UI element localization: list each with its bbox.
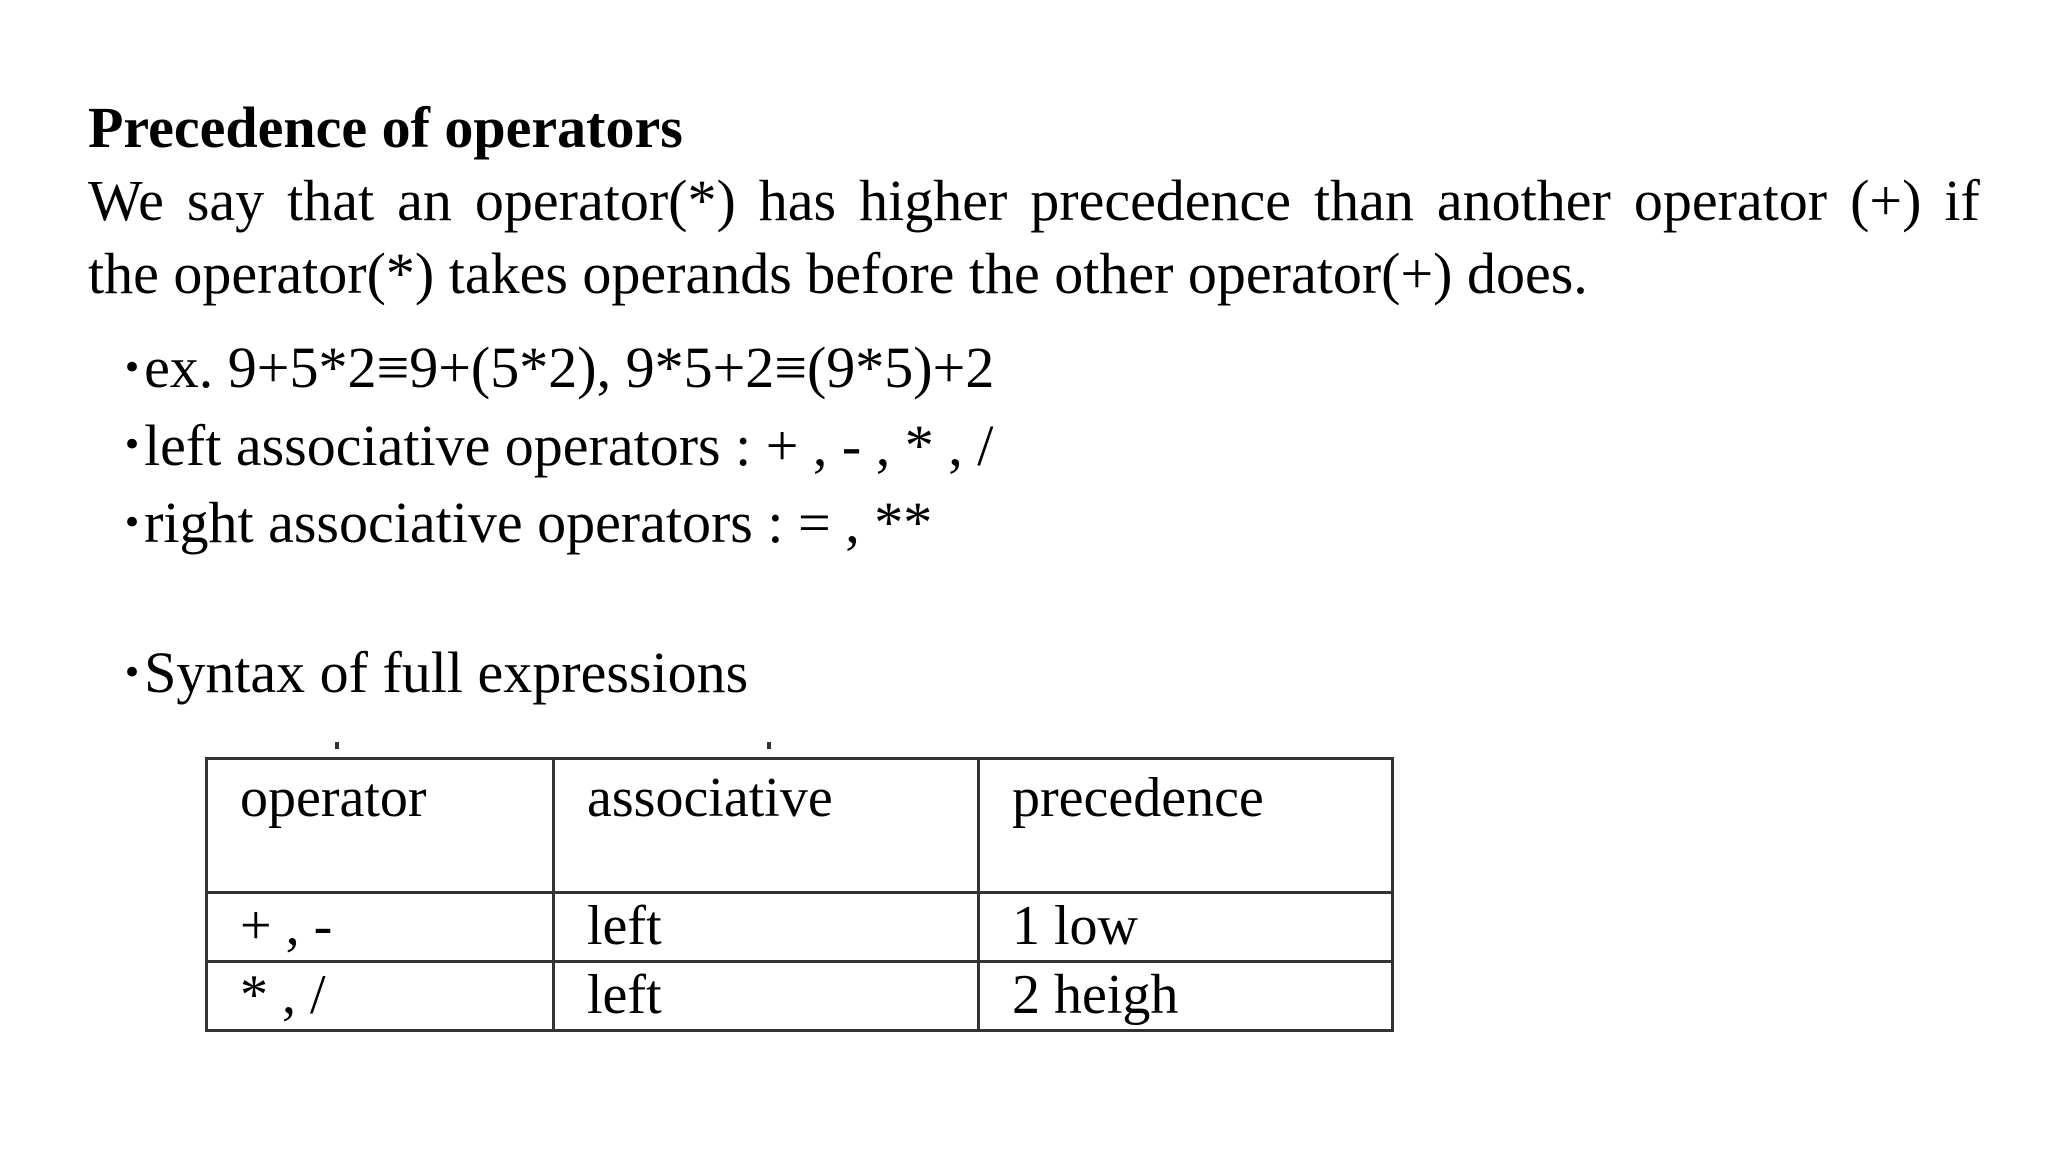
bullet-dot-icon: • <box>122 652 143 693</box>
intro-word: operator(*) <box>474 168 736 233</box>
bullet-dot-icon: • <box>122 503 143 544</box>
bullet-item-example <box>122 332 994 410</box>
crop-mark <box>767 742 771 749</box>
cell-operator: + , - <box>207 893 554 962</box>
header-operator: operator <box>207 759 554 893</box>
bullet-text: right associative operators : = , ** <box>144 490 933 556</box>
cell-associative: left <box>554 962 979 1031</box>
operator-table <box>205 757 1394 1032</box>
header-associative: associative <box>554 759 979 893</box>
header-precedence: precedence <box>979 759 1393 893</box>
cell-precedence: 2 heigh <box>979 962 1393 1031</box>
bullet-text: left associative operators : + , - , * , / <box>144 412 994 478</box>
intro-word: higher <box>859 168 1008 233</box>
bullet-dot-icon: • <box>122 425 143 466</box>
intro-word: say <box>186 168 265 233</box>
table-crop-marks <box>205 742 1395 754</box>
slide-title: Precedence of operators <box>88 95 683 160</box>
intro-word: than <box>1314 168 1414 233</box>
cell-operator: * , / <box>207 962 554 1031</box>
table-header-row <box>207 759 1393 893</box>
intro-paragraph <box>88 164 1988 310</box>
intro-word: that <box>287 168 375 233</box>
bullet-text: Syntax of full expressions <box>144 640 749 706</box>
table-row <box>207 962 1393 1031</box>
bullet-dot-icon: • <box>122 347 143 388</box>
cell-precedence: 1 low <box>979 893 1393 962</box>
intro-word: has <box>758 168 837 233</box>
bullet-list <box>122 332 994 715</box>
bullet-item-syntax <box>122 637 994 715</box>
intro-word: an <box>397 168 452 233</box>
crop-mark <box>335 742 339 749</box>
bullet-item-right-associative <box>122 487 994 565</box>
intro-line-2: the operator(*) takes operands before the other operator(+) does. <box>88 241 1588 306</box>
intro-word: precedence <box>1030 168 1292 233</box>
bullet-item-left-associative <box>122 410 994 488</box>
intro-line-1 <box>88 164 1980 237</box>
bullet-text: ex. 9+5*2≡9+(5*2), 9*5+2≡(9*5)+2 <box>144 335 995 400</box>
cell-associative: left <box>554 893 979 962</box>
intro-word: (+) <box>1850 168 1922 233</box>
intro-word: operator <box>1633 168 1828 233</box>
intro-word: We <box>88 168 164 233</box>
intro-word: another <box>1436 168 1611 233</box>
table-row <box>207 893 1393 962</box>
intro-word: if <box>1944 168 1980 233</box>
